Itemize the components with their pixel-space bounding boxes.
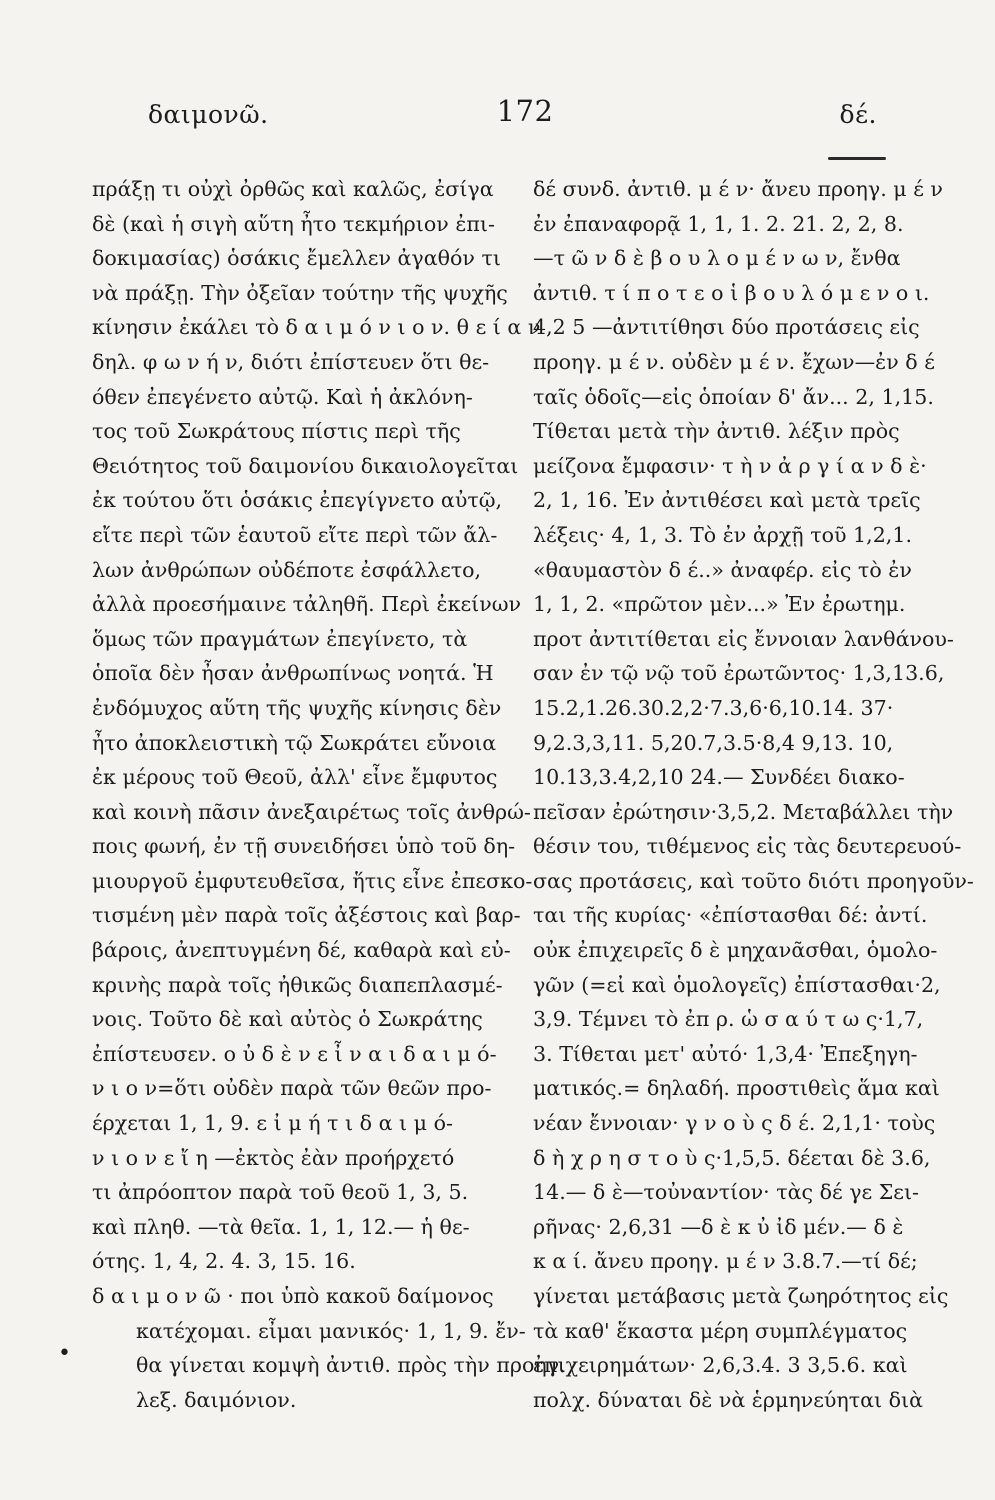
text-line: ν ι ο ν ε ἴ η —ἐκτὸς ἐὰν προήρχετό — [92, 1145, 455, 1170]
text-line: μείζονα ἔμφασιν· τ ὴ ν ἀ ρ γ ί α ν δ ὲ· — [533, 453, 927, 478]
text-line: δηλ. φ ω ν ή ν, διότι ἐπίστευεν ὅτι θε- — [92, 349, 490, 374]
text-line: 14.— δ ὲ—τοὐναντίον· τὰς δέ γε Σει- — [533, 1180, 919, 1205]
text-line: όθεν ἐπεγένετο αὐτῷ. Καὶ ἡ ἀκλόνη- — [92, 384, 473, 409]
text-line: ἀλλὰ προεσήμαινε τἀληθῆ. Περὶ ἐκείνων — [92, 592, 522, 617]
text-line: θα γίνεται κομψὴ ἀντιθ. πρὸς τὴν προηγ. — [136, 1353, 566, 1378]
text-line: πράξῃ τι οὐχὶ ὀρθῶς καὶ καλῶς, ἐσίγα — [92, 177, 494, 201]
text-line: τι ἀπρόοπτον παρὰ τοῦ θεοῦ 1, 3, 5. — [92, 1180, 469, 1205]
text-line: ἐπίστευσεν. ο ὐ δ ὲ ν ε ἶ ν α ι δ α ι μ ό- — [92, 1041, 497, 1066]
text-line: τὰ καθ' ἕκαστα μέρη συμπλέγματος — [533, 1318, 908, 1343]
text-line: ότης. 1, 4, 2. 4. 3, 15. 16. — [92, 1249, 356, 1274]
text-line: 2, 1, 16. Ἐν ἀντιθέσει καὶ μετὰ τρεῖς — [533, 488, 921, 513]
text-line: πεῖσαν ἐρώτησιν·3,5,2. Μεταβάλλει τὴν — [533, 799, 954, 824]
text-line: λων ἀνθρώπων οὐδέποτε ἐσφάλλετο, — [92, 557, 482, 582]
text-line: τος τοῦ Σωκράτους πίστις περὶ τῆς — [92, 419, 461, 444]
text-line: νὰ πράξῃ. Τὴν ὀξεῖαν τούτην τῆς ψυχῆς — [92, 280, 508, 305]
text-line: δὲ (καὶ ἡ σιγὴ αὕτη ἦτο τεκμήριον ἐπι- — [92, 211, 495, 236]
text-line: δοκιμασίας) ὁσάκις ἔμελλεν ἀγαθόν τι — [92, 246, 501, 271]
text-line: τισμένη μὲν παρὰ τοῖς ἀξέστοις καὶ βαρ- — [92, 903, 521, 928]
header-rule — [828, 157, 886, 160]
text-line: προτ ἀντιτίθεται εἰς ἔννοιαν λανθάνου- — [533, 626, 954, 651]
text-line: οὐκ ἐπιχειρεῖς δ ὲ μηχανᾶσθαι, ὁμολο- — [533, 938, 938, 963]
running-head-right: δέ. — [839, 100, 877, 129]
text-line: κ α ί. ἄνευ προηγ. μ έ ν 3.8.7.—τί δέ; — [533, 1249, 918, 1274]
text-line: ρῆνας· 2,6,31 —δ ὲ κ ὐ ἰδ μέν.— δ ὲ — [533, 1214, 904, 1239]
text-line: γῶν (=εἰ καὶ ὁμολογεῖς) ἐπίστασθαι·2, — [533, 972, 941, 997]
text-line: ποις φωνή, ἐν τῇ συνειδήσει ὑπὸ τοῦ δη- — [92, 834, 516, 859]
text-line: 1, 1, 2. «πρῶτον μὲν...» Ἐν ἐρωτημ. — [533, 592, 906, 617]
running-head-left: δαιμονῶ. — [148, 100, 269, 129]
text-line: κίνησιν ἐκάλει τὸ δ α ι μ ό ν ι ο ν. θ ε ί α ν — [92, 315, 541, 340]
text-line: γίνεται μετάβασις μετὰ ζωηρότητος εἰς — [533, 1284, 949, 1308]
text-line: 3,9. Τέμνει τὸ ἐπ ρ. ὡ σ α ύ τ ω ς·1,7, — [533, 1007, 924, 1032]
text-line: 4,2 5 —ἀντιτίθησι δύο προτάσεις εἰς — [533, 315, 920, 340]
text-line: εἴτε περὶ τῶν ἑαυτοῦ εἴτε περὶ τῶν ἄλ- — [92, 522, 498, 547]
text-line: ταῖς ὁδοῖς—εἰς ὁποίαν δ' ἄν... 2, 1,15. — [533, 384, 934, 409]
text-line: ὁποῖα δὲν ἦσαν ἀνθρωπίνως νοητά. Ἡ — [92, 661, 494, 686]
right-column — [533, 172, 974, 1417]
text-line: μιουργοῦ ἐμφυτευθεῖσα, ἥτις εἶνε ἐπεσκο- — [92, 868, 533, 893]
text-line: Θειότητος τοῦ δαιμονίου δικαιολογεῖται — [92, 453, 519, 478]
text-line: καὶ πληθ. —τὰ θεῖα. 1, 1, 12.— ἡ θε- — [92, 1214, 470, 1239]
page-number: 172 — [496, 94, 554, 128]
text-line: ἀντιθ. τ ί π ο τ ε ο ἱ β ο υ λ ό μ ε ν ο ι. — [533, 280, 930, 305]
text-line: λέξεις· 4, 1, 3. Τὸ ἐν ἀρχῇ τοῦ 1,2,1. — [533, 522, 912, 547]
text-line: —τ ῶ ν δ ὲ β ο υ λ ο μ έ ν ω ν, ἔνθα — [533, 246, 901, 271]
text-line: 15.2,1.26.30.2,2·7.3,6·6,10.14. 37· — [533, 695, 894, 720]
text-line: 9,2.3,3,11. 5,20.7,3.5·8,4 9,13. 10, — [533, 730, 894, 755]
text-line: βάροις, ἀνεπτυγμένη δέ, καθαρὰ καὶ εὐ- — [92, 938, 511, 963]
text-line: έρχεται 1, 1, 9. ε ἰ μ ή τ ι δ α ι μ ό- — [92, 1111, 453, 1136]
text-line: λεξ. δαιμόνιον. — [136, 1387, 297, 1412]
text-line: θέσιν του, τιθέμενος εἰς τὰς δευτερευού- — [533, 834, 962, 859]
text-line: σας προτάσεις, καὶ τοῦτο διότι προηγοῦν- — [533, 868, 974, 893]
text-line: προηγ. μ έ ν. οὐδὲν μ έ ν. ἔχων—ἐν δ έ — [533, 349, 935, 374]
text-line: δ ὴ χ ρ η σ τ ο ὺ ς·1,5,5. δέεται δὲ 3.6, — [533, 1145, 931, 1170]
text-line: πολχ. δύναται δὲ νὰ ἑρμηνεύηται διὰ — [533, 1387, 924, 1412]
text-line: ἐκ μέρους τοῦ Θεοῦ, ἀλλ' εἶνε ἔμφυτος — [92, 765, 498, 790]
text-line: ν ι ο ν=ὅτι οὐδὲν παρὰ τῶν θεῶν προ- — [92, 1076, 492, 1101]
text-line: δ α ι μ ο ν ῶ · ποι ὑπὸ κακοῦ δαίμονος — [92, 1284, 494, 1308]
text-line: νοις. Τοῦτο δὲ καὶ αὐτὸς ὁ Σωκράτης — [92, 1007, 483, 1032]
text-line: «θαυμαστὸν δ έ..» ἀναφέρ. εἰς τὸ ἐν — [533, 557, 912, 582]
text-line: Τίθεται μετὰ τὴν ἀντιθ. λέξιν πρὸς — [533, 419, 900, 444]
text-line: 3. Τίθεται μετ' αὐτό· 1,3,4· Ἐπεξηγη- — [533, 1041, 918, 1066]
text-line: καὶ κοινὴ πᾶσιν ἀνεξαιρέτως τοῖς ἀνθρώ- — [92, 799, 531, 824]
text-line: 10.13,3.4,2,10 24.— Συνδέει διακο- — [533, 765, 905, 790]
text-line: ἐν ἐπαναφορᾷ 1, 1, 1. 2. 21. 2, 2, 8. — [533, 211, 904, 236]
text-line: νέαν ἔννοιαν· γ ν ο ὺ ς δ έ. 2,1,1· τοὺς — [533, 1111, 936, 1136]
text-line: ματικός.= δηλαδή. προστιθεὶς ἅμα καὶ — [533, 1076, 940, 1101]
text-line: ται τῆς κυρίας· «ἐπίστασθαι δέ: ἀντί. — [533, 903, 928, 928]
text-line: κρινὴς παρὰ τοῖς ἠθικῶς διαπεπλασμέ- — [92, 972, 503, 997]
text-line: δέ συνδ. ἀντιθ. μ έ ν· ἄνευ προηγ. μ έ ν — [533, 177, 943, 201]
text-line: κατέχομαι. εἶμαι μανικός· 1, 1, 9. ἔν- — [136, 1318, 526, 1343]
text-line: ἐπιχειρημάτων· 2,6,3.4. 3 3,5.6. καὶ — [533, 1353, 908, 1378]
text-line: ὅμως τῶν πραγμάτων ἐπεγίνετο, τὰ — [92, 626, 468, 651]
margin-bullet: • — [58, 1341, 71, 1366]
text-line: ἐνδόμυχος αὕτη τῆς ψυχῆς κίνησις δὲν — [92, 695, 502, 720]
text-line: σαν ἐν τῷ νῷ τοῦ ἐρωτῶντος· 1,3,13.6, — [533, 661, 945, 686]
text-line: ἐκ τούτου ὅτι ὁσάκις ἐπεγίγνετο αὐτῷ, — [92, 488, 503, 513]
left-column — [92, 172, 566, 1417]
text-line: ἦτο ἀποκλειστικὴ τῷ Σωκράτει εὔνοια — [92, 730, 497, 755]
